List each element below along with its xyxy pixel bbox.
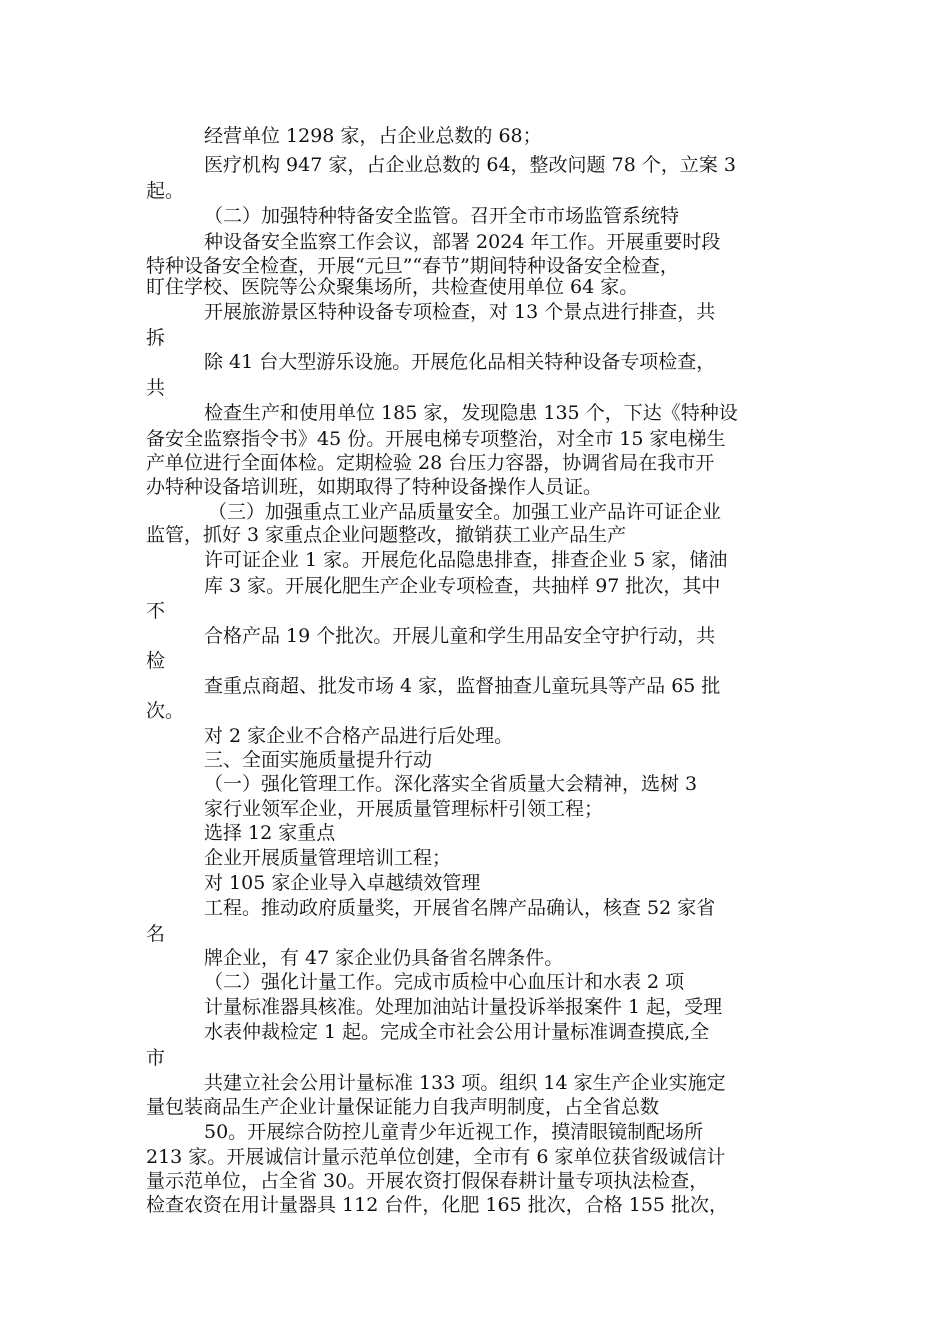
text-line: 合格产品 19 个批次。开展儿童和学生用品安全守护行动，共 [204, 625, 716, 647]
text-line: 拆 [146, 327, 166, 349]
text-line: 检查农资在用计量器具 112 台件，化肥 165 批次，合格 155 批次， [146, 1194, 729, 1216]
text-line: （三）加强重点工业产品质量安全。加强工业产品许可证企业 [208, 501, 722, 523]
text-line: 市 [146, 1047, 166, 1069]
text-line: 计量标准器具核准。处理加油站计量投诉举报案件 1 起，受理 [204, 996, 723, 1018]
text-line: 对 105 家企业导入卓越绩效管理 [204, 872, 481, 894]
text-line: 医疗机构 947 家，占企业总数的 64，整改问题 78 个，立案 3 [204, 154, 736, 176]
text-line: 开展旅游景区特种设备专项检查，对 13 个景点进行排查，共 [204, 301, 716, 323]
text-line: 次。 [146, 700, 185, 722]
text-line: 213 家。开展诚信计量示范单位创建，全市有 6 家单位获省级诚信计 [146, 1146, 726, 1168]
text-line: （一）强化管理工作。深化落实全省质量大会精神，选树 3 [204, 773, 698, 795]
text-line: 50。开展综合防控儿童青少年近视工作，摸清眼镜制配场所 [204, 1121, 704, 1143]
text-line: 经营单位 1298 家，占企业总数的 68； [204, 125, 542, 147]
text-line: 三、全面实施质量提升行动 [204, 749, 433, 771]
text-line: 监管，抓好 3 家重点企业问题整改，撤销获工业产品生产 [146, 524, 627, 546]
text-line: 种设备安全监察工作会议，部署 2024 年工作。开展重要时段 [204, 231, 721, 253]
text-line: 名 [146, 923, 166, 945]
text-line: 家行业领军企业，开展质量管理标杆引领工程； [204, 798, 604, 820]
text-line: 查重点商超、批发市场 4 家，监督抽查儿童玩具等产品 65 批 [204, 675, 721, 697]
text-line: 检查生产和使用单位 185 家，发现隐患 135 个，下达《特种设 [204, 402, 738, 424]
text-line: （二）强化计量工作。完成市质检中心血压计和水表 2 项 [204, 971, 685, 993]
text-line: 共建立社会公用计量标准 133 项。组织 14 家生产企业实施定 [204, 1072, 726, 1094]
text-line: 企业开展质量管理培训工程； [204, 847, 452, 869]
text-line: 库 3 家。开展化肥生产企业专项检查，共抽样 97 批次，其中 [204, 575, 721, 597]
text-line: 起。 [146, 180, 185, 202]
text-line: 备安全监察指令书》45 份。开展电梯专项整治，对全市 15 家电梯生 [146, 428, 726, 450]
text-line: 量示范单位，占全省 30。开展农资打假保春耕计量专项执法检查， [146, 1170, 709, 1192]
text-line: 工程。推动政府质量奖，开展省名牌产品确认，核查 52 家省 [204, 897, 716, 919]
text-line: 不 [146, 600, 166, 622]
text-line: 对 2 家企业不合格产品进行后处理。 [204, 725, 514, 747]
text-line: 特种设备安全检查，开展“元旦”“春节”期间特种设备安全检查， [146, 255, 679, 277]
text-line: 盯住学校、医院等公众聚集场所，共检查使用单位 64 家。 [146, 276, 639, 298]
text-line: 除 41 台大型游乐设施。开展危化品相关特种设备专项检查， [204, 351, 716, 373]
text-line: 产单位进行全面体检。定期检验 28 台压力容器，协调省局在我市开 [146, 452, 715, 474]
text-line: 许可证企业 1 家。开展危化品隐患排查，排查企业 5 家，储油 [204, 549, 728, 571]
text-line: 选择 12 家重点 [204, 822, 336, 844]
text-line: 牌企业，有 47 家企业仍具备省名牌条件。 [204, 947, 564, 969]
text-line: 检 [146, 650, 166, 672]
text-line: 办特种设备培训班，如期取得了特种设备操作人员证。 [146, 476, 603, 498]
text-line: （二）加强特种特备安全监管。召开全市市场监管系统特 [204, 205, 680, 227]
text-line: 量包装商品生产企业计量保证能力自我声明制度，占全省总数 [146, 1096, 660, 1118]
text-line: 共 [146, 377, 166, 399]
text-line: 水表仲裁检定 1 起。完成全市社会公用计量标准调查摸底,全 [204, 1021, 710, 1043]
